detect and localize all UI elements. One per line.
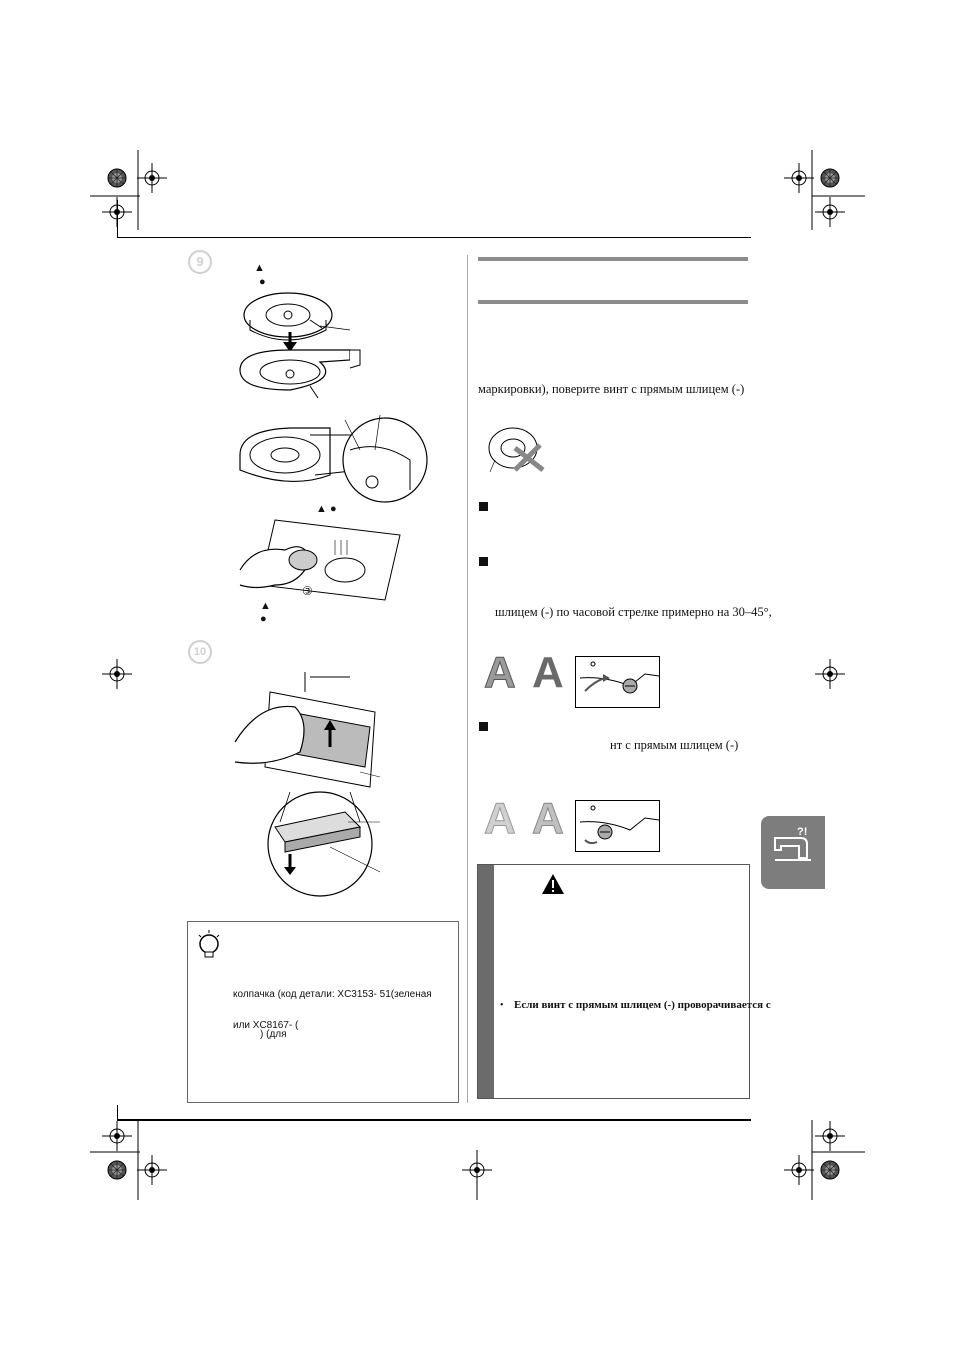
header-rule-left-tick <box>117 200 118 238</box>
step-9-number: 9 <box>188 250 212 274</box>
bobbin-case-wrong-illustration <box>485 420 550 475</box>
step-9-bottom-triangle: ▲ <box>260 600 271 612</box>
section-bullet-3 <box>479 722 488 731</box>
bobbin-case-detail-illustration <box>230 410 430 505</box>
header-rule <box>117 237 751 238</box>
step-9-triangle-mark: ▲ <box>254 262 265 274</box>
footer-rule-left-tick <box>117 1105 118 1121</box>
needle-plate-cover-illustration <box>230 672 405 900</box>
column-divider <box>467 255 468 1103</box>
caution-box <box>477 864 771 1099</box>
caution-side-bar <box>478 865 494 1098</box>
chapter-tab <box>761 816 825 889</box>
step-9-bottom-circle: ● <box>260 613 267 625</box>
text-clockwise-line: шлицем (-) по часовой стрелке примерно на 30–45°, <box>495 605 772 619</box>
text-marking-line: маркировки), поверите винт с прямым шлицем (-) <box>478 382 745 396</box>
screw-adjust-counterclockwise-illustration <box>575 800 660 852</box>
caution-bullet-text: Если винт с прямым шлицем (-) проворачивается с <box>514 999 771 1011</box>
sample-letter-tight-1: A <box>484 648 516 697</box>
step-9-circle-mark: ● <box>259 276 266 288</box>
lightbulb-icon <box>196 928 224 962</box>
note-or-code: или XC8167- ( <box>233 1020 299 1031</box>
section-bullet-1 <box>479 502 488 511</box>
note-for: ) (для <box>260 1029 287 1040</box>
text-screw-line: нт с прямым шлицем (-) <box>610 738 739 752</box>
step-10-number: 10 <box>188 640 212 664</box>
svg-text:?!: ?! <box>797 826 808 838</box>
sample-letter-normal-1: A <box>532 648 564 697</box>
sample-letter-loose-2: A <box>484 794 516 843</box>
footer-rule <box>117 1119 751 1121</box>
sewing-machine-question-icon <box>771 824 815 864</box>
note-cap-code: колпачка (код детали: XC3153- 51(зеленая <box>233 989 432 1000</box>
note-box <box>187 921 459 1103</box>
bobbin-case-insert-illustration <box>230 290 430 410</box>
callout-3: ③ <box>302 584 313 598</box>
warning-triangle-icon <box>541 873 565 895</box>
step-9-marks-pair: ▲ ● <box>316 503 337 515</box>
caution-bullet-dot: • <box>500 1000 504 1011</box>
section-header-top-bar <box>478 257 748 261</box>
sample-letter-normal-2: A <box>532 794 564 843</box>
screw-adjust-clockwise-illustration <box>575 656 660 708</box>
section-header-bottom-bar <box>478 300 748 304</box>
section-bullet-2 <box>479 557 488 566</box>
hand-insert-bobbin-illustration <box>235 515 410 605</box>
